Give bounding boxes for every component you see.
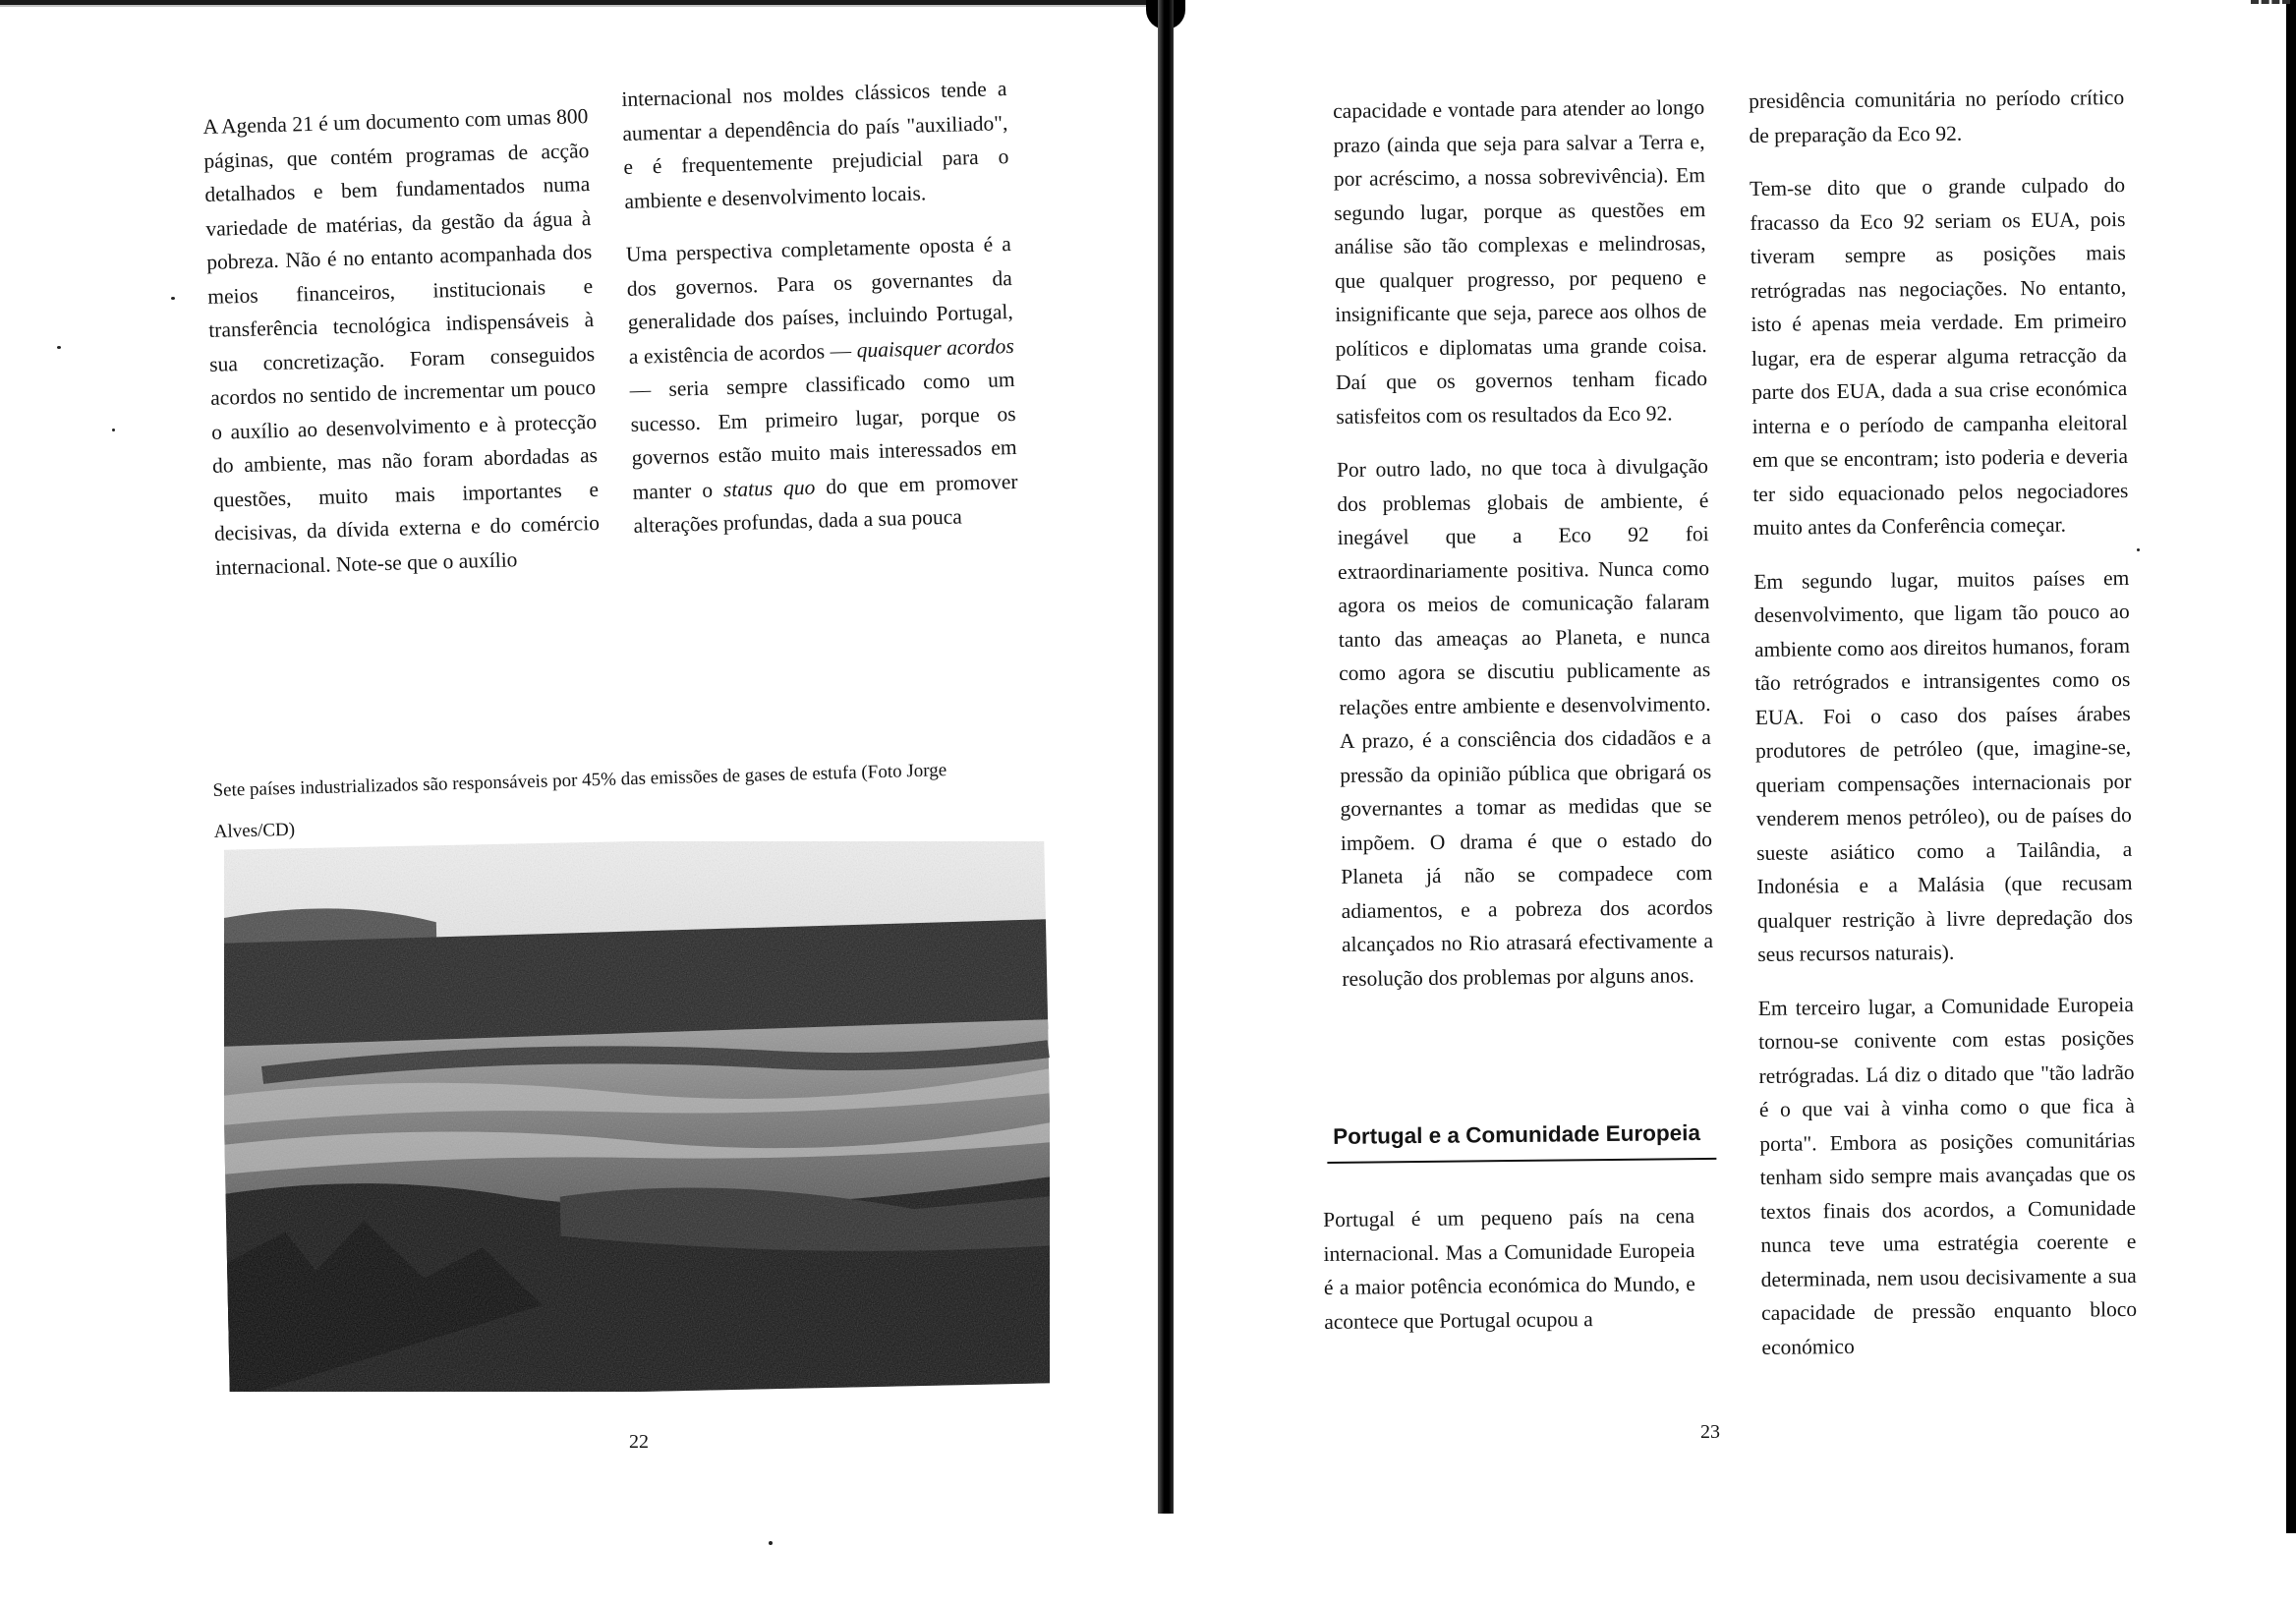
italic-text: quaisquer acordos bbox=[856, 333, 1014, 362]
section-heading-block bbox=[1327, 1120, 1716, 1164]
section-body bbox=[1323, 1199, 1696, 1358]
photo-caption: Sete países industrializados são responsáveis por 45% das emissões de gases de estufa (Foto Jorge Alves/CD) bbox=[212, 760, 947, 842]
left-page-column-2 bbox=[621, 72, 1019, 562]
text-run: — seria sempre classificado como um sucesso. Em primeiro lugar, porque os governos estão muito mais interessados em manter o bbox=[629, 367, 1017, 504]
scan-speck bbox=[2137, 548, 2140, 551]
scan-right-edge bbox=[2286, 0, 2296, 1533]
scan-speck bbox=[769, 1541, 773, 1545]
section-heading: Portugal e a Comunidade Europeia bbox=[1327, 1120, 1716, 1164]
paragraph: Por outro lado, no que toca à divulgação dos problemas globais de ambiente, é inegável que a Eco 92 foi extraordinariamente positiva. Nunca como agora os meios de comunicação falaram tanto das ameaças ao Planeta, e nunca como agora se discutiu publicamente as relações entre ambiente e desenvolvimento. A prazo, é a consciência dos cidadãos e a pressão da opinião pública que obrigará os governantes a tomar as medidas que se impõem. O drama é que o estado do Planeta já não se compadece com adiamentos, e a pobreza dos acordos alcançados no Rio atrasará efectivamente a resolução dos problemas por alguns anos. bbox=[1336, 454, 1714, 991]
paragraph: A Agenda 21 é um documento com umas 800 páginas, que contém programas de acção detalhados e bem fundamentados numa variedade de matérias, da gestão da água à pobreza. Não é no entanto acompanhada dos meios financeiros, institucionais e transferência tecnológica indispensáveis à sua concretização. Foram conseguidos acordos no sentido de incrementar um pouco o auxílio ao desenvolvimento e à protecção do ambiente, mas não foram abordadas as questões, muito mais importantes e decisivas, da dívida externa e do comércio internacional. Note-se que o auxílio bbox=[202, 104, 601, 580]
scan-speck bbox=[57, 346, 61, 349]
paragraph: internacional nos moldes clássicos tende a aumentar a dependência do país "auxiliado", e é frequentemente prejudicial para o ambiente e desenvolvimento locais. bbox=[621, 77, 1009, 213]
paragraph: capacidade e vontade para atender ao longo prazo (ainda que seja para salvar a Terra e, por acréscimo, a nossa sobrevivência). Em segundo lugar, porque as questões em análise são tão complexas e melindrosas, que qualquer progresso, por pequeno e insignificante que seja, parece aos olhos de políticos e diplomatas uma grande coisa. Daí que os governos tenham ficado satisfeitos com os resultados da Eco 92. bbox=[1333, 95, 1708, 429]
paragraph: Em terceiro lugar, a Comunidade Europeia tornou-se conivente com estas posições retrógradas. Lá diz o ditado que "tão ladrão é o que vai à vinha como o que fica à porta". Embora as posições comunitárias tenham sido sempre mais avançadas que os textos finais dos acordos, a Comunidade nunca teve uma estratégia coerente e determinada, nem usou decisivamente a sua capacidade de pressão enquanto bloco económico bbox=[1757, 992, 2138, 1359]
paragraph: presidência comunitária no período crítico de preparação da Eco 92. bbox=[1749, 85, 2125, 147]
paragraph bbox=[625, 227, 1019, 543]
italic-text: status quo bbox=[722, 475, 816, 501]
right-page-column-1 bbox=[1333, 90, 1714, 1015]
scan-speck bbox=[171, 297, 175, 300]
book-spine bbox=[1158, 0, 1174, 1514]
paragraph: Em segundo lugar, muitos países em desenvolvimento, que ligam tão pouco ao ambiente como aos direitos humanos, foram tão retrógrados e intransigentes como os EUA. Foi o caso dos países árabes produtores de petróleo (que, imagine-se, queriam compensações internacionais por venderem menos petróleo), ou de países do sueste asiático como a Tailândia, a Indonésia e a Malásia (que recusam qualquer restrição à livre depredação dos seus recursos naturais). bbox=[1753, 565, 2134, 966]
page-number: 23 bbox=[1700, 1421, 1720, 1443]
scan-corner-mark bbox=[2251, 0, 2290, 10]
scan-speck bbox=[112, 429, 115, 431]
text-run: do que em promover alterações profundas, dada a sua pouca bbox=[633, 469, 1018, 538]
left-page-column-1 bbox=[202, 99, 602, 604]
paragraph: Portugal é um pequeno país na cena internacional. Mas a Comunidade Europeia é a maior potência económica do Mundo, e acontece que Portugal ocupou a bbox=[1323, 1204, 1696, 1334]
text-run: Uma perspectiva completamente oposta é a dos governos. Para os governantes da generalidade dos países, incluindo Portugal, a existência de acordos — bbox=[625, 231, 1013, 369]
landscape-photo bbox=[224, 841, 1050, 1392]
right-page-column-2 bbox=[1749, 81, 2138, 1384]
paragraph: Tem-se dito que o grande culpado do fracasso da Eco 92 seriam os EUA, pois tiveram sempre as posições mais retrógradas nas negociações. No entanto, isto é apenas meia verdade. Em primeiro lugar, era de esperar alguma retracção da parte dos EUA, dada a sua crise económica interna e o período de campanha eleitoral em que se encontram; isto poderia e deveria ter sido equacionado pelos negociadores muito antes da Conferência começar. bbox=[1749, 172, 2129, 540]
page-number: 22 bbox=[629, 1431, 649, 1453]
scan-top-edge-shadow bbox=[0, 5, 1170, 7]
